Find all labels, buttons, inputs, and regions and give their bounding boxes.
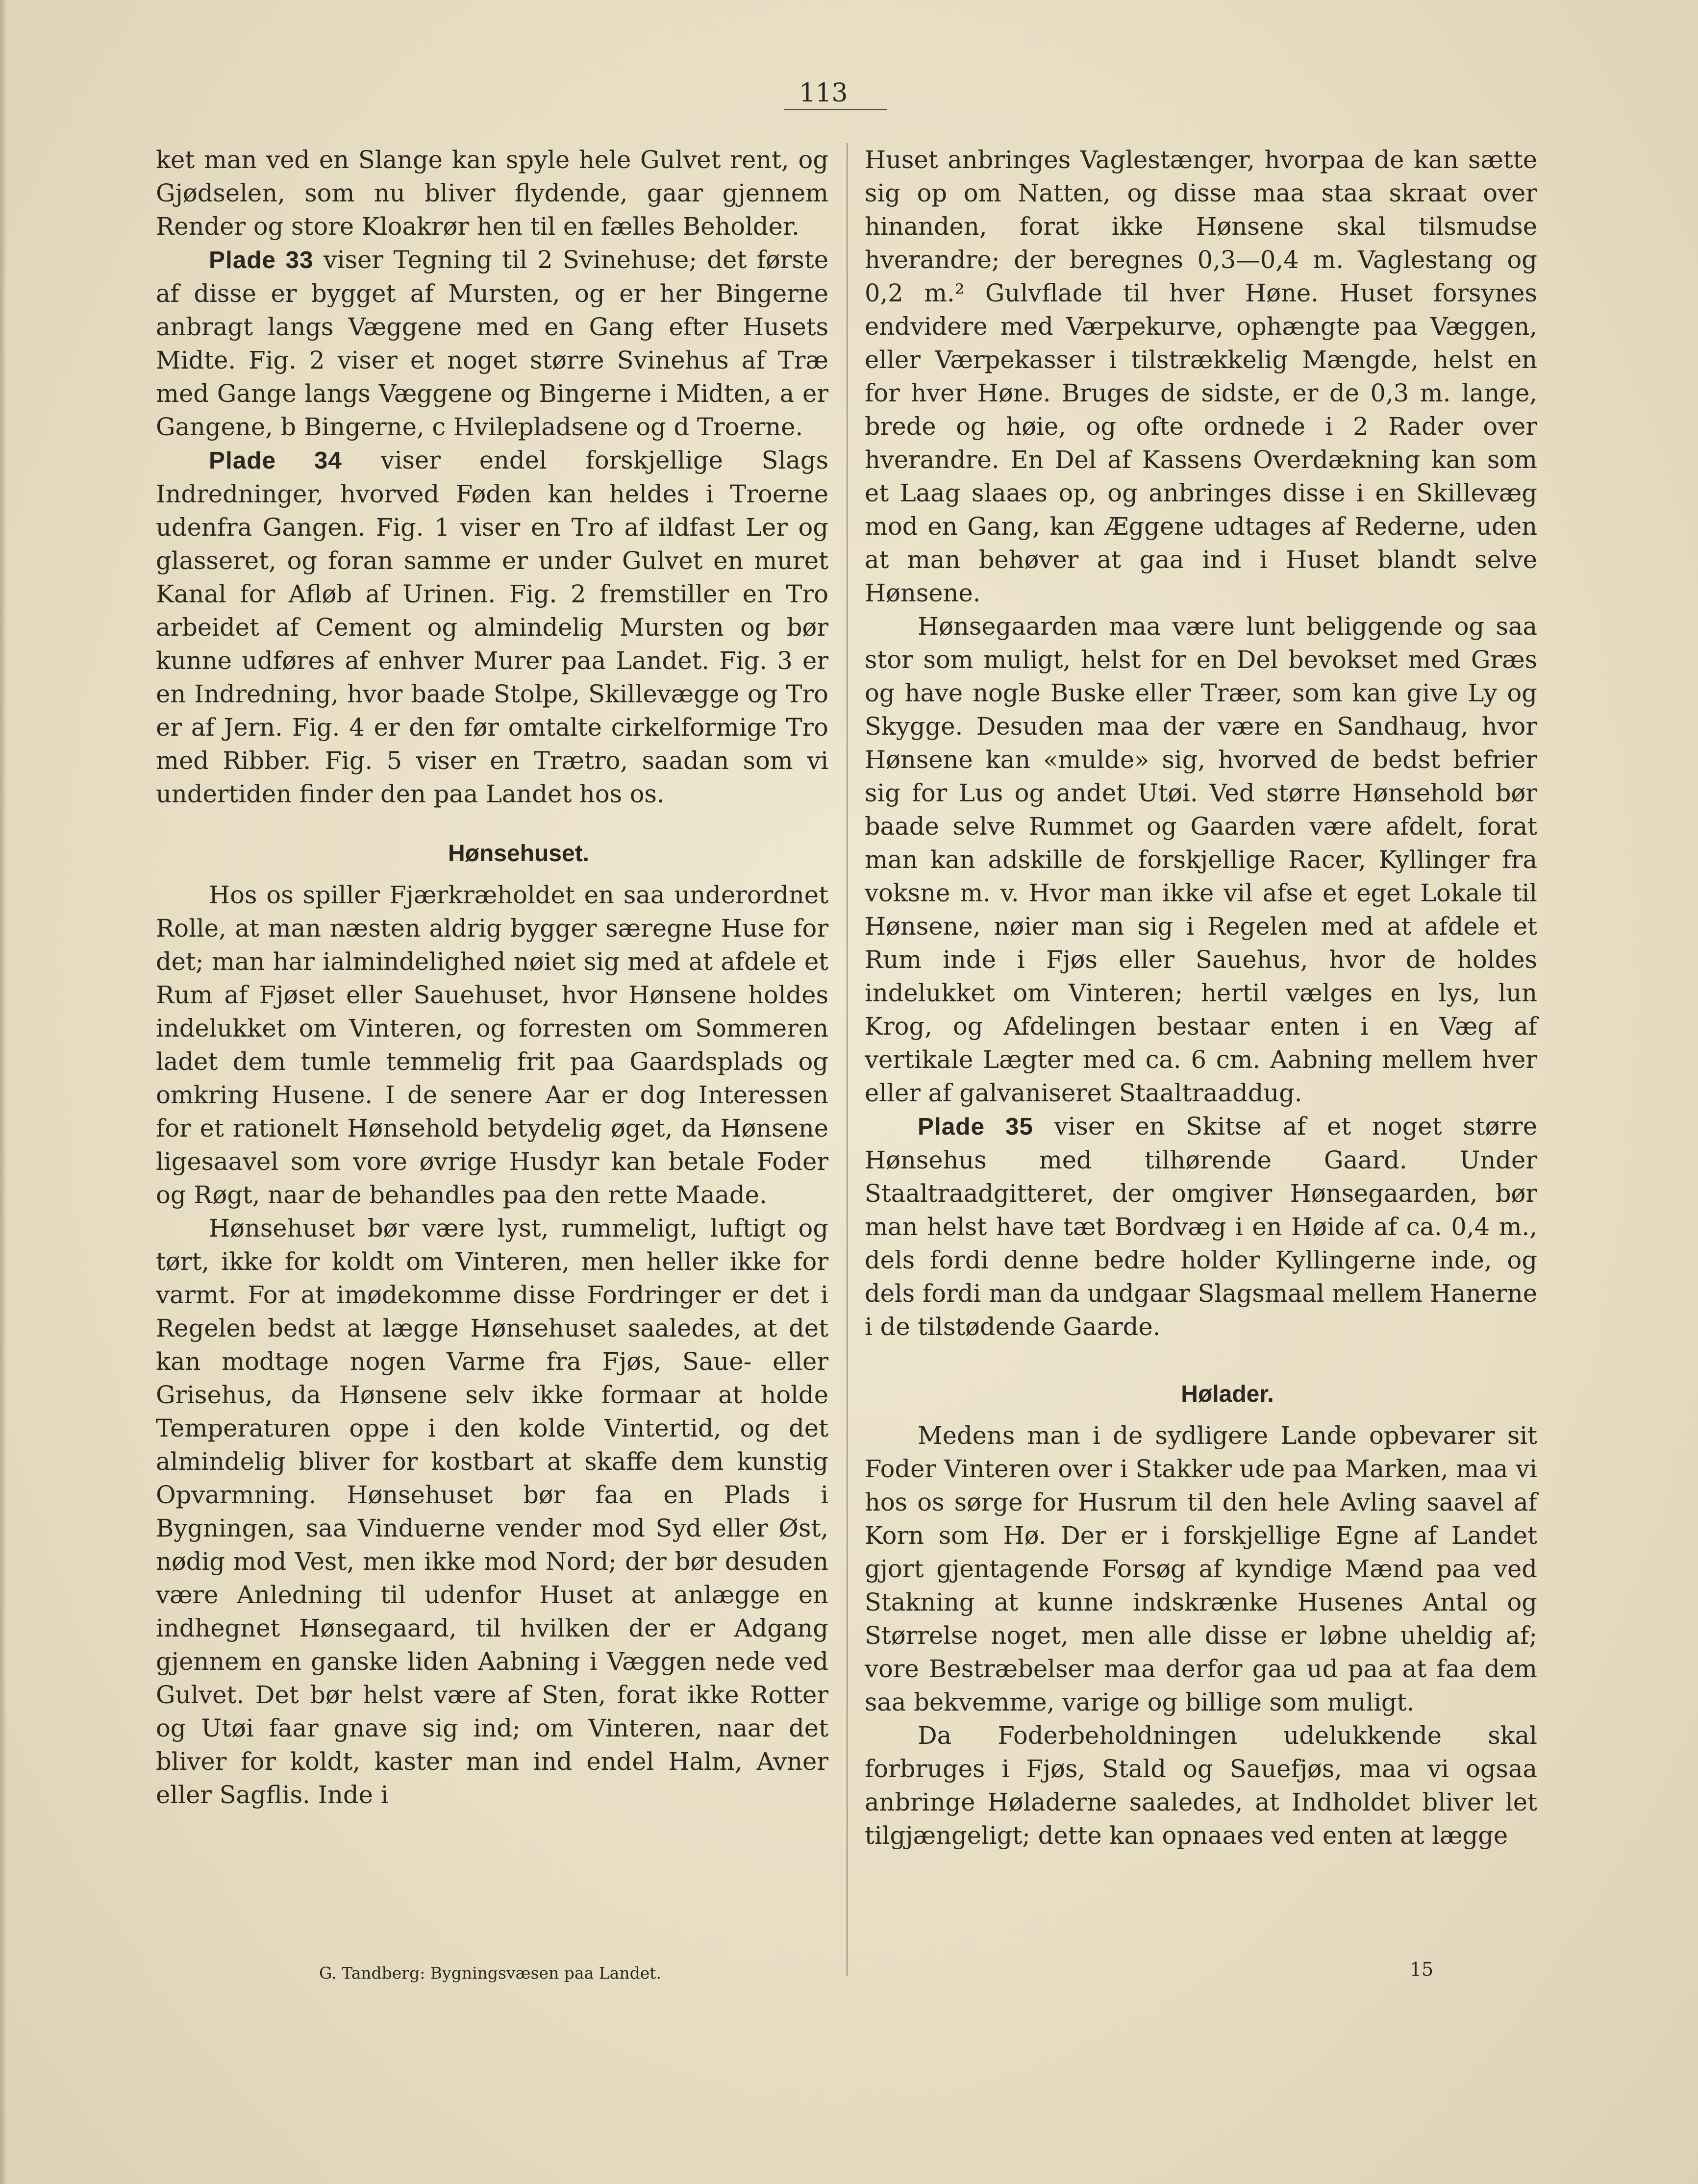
paragraph: Hos os spiller Fjærkræholdet en saa underordnet Rolle, at man næsten aldrig bygger særegne Huse for det; man har ialmindelighed nøiet sig med at afdele et Rum af Fjøset eller Sauehuset, hvor Hønsene holdes indelukket om Vinteren, og forresten om Sommeren ladet dem tumle temmelig frit paa Gaardsplads og omkring Husene. I de senere Aar er dog Interessen for et rationelt Hønsehold betydelig øget, da Hønsene ligesaavel som vore øvrige Husdyr kan betale Foder og Røgt, naar de behandles paa den rette Maade.	[156, 881, 828, 1209]
signature-mark: 15	[1409, 1959, 1434, 1980]
column-divider	[847, 143, 848, 1976]
paragraph-plate-35	[865, 1110, 1537, 1343]
paragraph-text: viser Tegning til 2 Svinehuse; det første af disse er bygget af Mursten, og er her Bingerne anbragt langs Væggene med en Gang efter Husets Midte. Fig. 2 viser et noget større Svinehus af Træ med Gange langs Væggene og Bingerne i Midten, a er Gangene, b Bingerne, c Hvilepladsene og d Troerne.	[156, 246, 828, 441]
paragraph: Huset anbringes Vaglestænger, hvorpaa de kan sætte sig op om Natten, og disse maa staa skraat over hinanden, forat ikke Hønsene skal tilsmudse hverandre; der beregnes 0,3—0,4 m. Vaglestang og 0,2 m.² Gulvflade til hver Høne. Huset forsynes endvidere med Værpekurve, ophængte paa Væggen, eller Værpekasser i tilstrækkelig Mængde, helst en for hver Høne. Bruges de sidste, er de 0,3 m. lange, brede og høie, og ofte ordnede i 2 Rader over hverandre. En Del af Kassens Overdækning kan som et Laag slaaes op, og anbringes disse i en Skillevæg mod en Gang, kan Æggene udtages af Rederne, uden at man behøver at gaa ind i Huset blandt selve Hønsene.	[865, 146, 1537, 607]
section-heading: Hønsehuset.	[448, 841, 590, 867]
paragraph: ket man ved en Slange kan spyle hele Gulvet rent, og Gjødselen, som nu bliver flydende, gaar gjennem Render og store Kloakrør hen til en fælles Beholder.	[156, 146, 828, 241]
paragraph-text: viser en Skitse af et noget større Hønsehus med tilhørende Gaard. Under Staaltraadgitteret, der omgiver Hønsegaarden, bør man helst have tæt Bordvæg i en Høide af ca. 0,4 m., dels fordi denne bedre holder Kyllingerne inde, og dels fordi man da undgaar Slagsmaal mellem Hanerne i de tilstødende Gaarde.	[865, 1112, 1537, 1341]
right-column	[865, 143, 1537, 1852]
paragraph: Hønsehuset bør være lyst, rummeligt, luftigt og tørt, ikke for koldt om Vinteren, men heller ikke for varmt. For at imødekomme disse Fordringer er det i Regelen bedst at lægge Hønsehuset saaledes, at det kan modtage nogen Varme fra Fjøs, Saue- eller Grisehus, da Hønsene selv ikke formaar at holde Temperaturen oppe i den kolde Vintertid, og det almindelig bliver for kostbart at skaffe dem kunstig Opvarmning. Hønsehuset bør faa en Plads i Bygningen, saa Vinduerne vender mod Syd eller Øst, nødig mod Vest, men ikke mod Nord; der bør desuden være Anledning til udenfor Huset at anlægge en indhegnet Hønsegaard, til hvilken der er Adgang gjennem en ganske liden Aabning i Væggen nede ved Gulvet. Det bør helst være af Sten, forat ikke Rotter og Utøi faar gnave sig ind; om Vinteren, naar det bliver for koldt, kaster man ind endel Halm, Avner eller Sagflis. Inde i	[156, 1214, 828, 1809]
paragraph: Hønsegaarden maa være lunt beliggende og saa stor som muligt, helst for en Del bevokset med Græs og have nogle Buske eller Træer, som kan give Ly og Skygge. Desuden maa der være en Sandhaug, hvor Hønsene kan «mulde» sig, hvorved de bedst befrier sig for Lus og andet Utøi. Ved større Hønsehold bør baade selve Rummet og Gaarden være afdelt, forat man kan adskille de forskjellige Racer, Kyllinger fra voksne m. v. Hvor man ikke vil afse et eget Lokale til Hønsene, nøier man sig i Regelen med at afdele et Rum inde i Fjøs eller Sauehus, hvor de holdes indelukket om Vinteren; hertil vælges en lys, lun Krog, og Afdelingen bestaar enten i en Væg af vertikale Lægter med ca. 6 cm. Aabning mellem hver eller af galvaniseret Staaltraaddug.	[865, 612, 1537, 1107]
plate-label: Plade 33	[209, 247, 314, 273]
paragraph-plate-34	[156, 444, 828, 811]
page-binding-edge	[0, 0, 7, 2184]
page-number: 113	[799, 78, 848, 108]
plate-label: Plade 35	[918, 1113, 1033, 1140]
imprint-footer: G. Tandberg: Bygningsvæsen paa Landet.	[319, 1963, 662, 1983]
paragraph-plate-33	[156, 243, 828, 444]
paragraph-text: viser endel forskjellige Slags Indredninger, hvorved Føden kan heldes i Troerne udenfra Gangen. Fig. 1 viser en Tro af ildfast Ler og glasseret, og foran samme er under Gulvet en muret Kanal for Afløb af Urinen. Fig. 2 fremstiller en Tro arbeidet af Cement og almindelig Mursten og bør kunne udføres af enhver Murer paa Landet. Fig. 3 er en Indredning, hvor baade Stolpe, Skillevægge og Tro er af Jern. Fig. 4 er den før omtalte cirkelformige Tro med Ribber. Fig. 5 viser en Trætro, saadan som vi undertiden finder den paa Landet hos os.	[156, 446, 828, 808]
left-column	[156, 143, 828, 1812]
paragraph: Da Foderbeholdningen udelukkende skal forbruges i Fjøs, Stald og Sauefjøs, maa vi ogsaa anbringe Høladerne saaledes, at Indholdet bliver let tilgjængeligt; dette kan opnaaes ved enten at lægge	[865, 1721, 1537, 1850]
page-number-rule	[784, 109, 887, 110]
plate-label: Plade 34	[209, 447, 342, 474]
paragraph: Medens man i de sydligere Lande opbevarer sit Foder Vinteren over i Stakker ude paa Marken, maa vi hos os sørge for Husrum til den hele Avling saavel af Korn som Hø. Der er i forskjellige Egne af Landet gjort gjentagende Forsøg af kyndige Mænd paa ved Stakning at kunne indskrænke Husenes Antal og Størrelse noget, men alle disse er løbne uheldig af; vore Bestræbelser maa derfor gaa ud paa at faa dem saa bekvemme, varige og billige som muligt.	[865, 1421, 1537, 1716]
section-heading: Hølader.	[1181, 1381, 1274, 1407]
